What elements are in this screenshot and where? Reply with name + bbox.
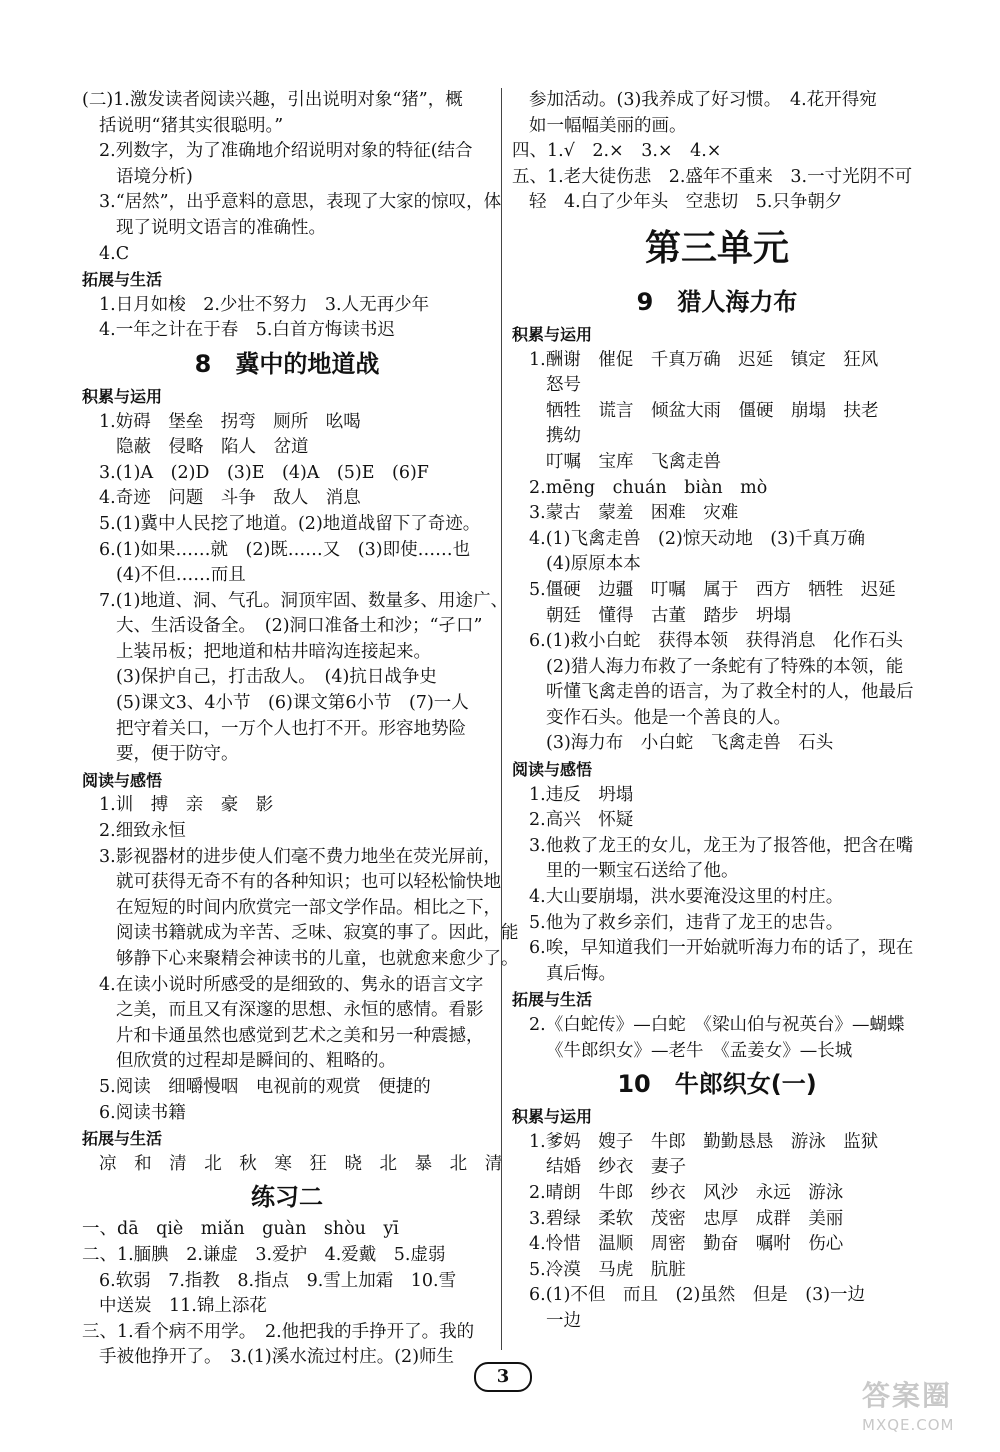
answer-line: 叮嘱 宝库 飞禽走兽 xyxy=(546,451,721,472)
answer-line: 变作石头。他是一个善良的人。 xyxy=(546,707,791,728)
answer-line: 3.影视器材的进步使人们毫不费力地坐在荧光屏前， xyxy=(99,846,501,867)
answer-line: 4.(1)飞禽走兽 (2)惊天动地 (3)千真万确 xyxy=(529,528,866,549)
answer-line: 真后悔。 xyxy=(546,963,616,984)
answer-line: 6.唉，早知道我们一开始就听海力布的话了，现在 xyxy=(529,938,914,959)
answer-line: 1.妨碍 堡垒 拐弯 厕所 吆喝 xyxy=(99,411,361,432)
answer-line: 5.僵硬 边疆 叮嘱 属于 西方 牺牲 迟延 xyxy=(529,579,896,600)
section-heading: 阅读与感悟 xyxy=(512,760,593,780)
lesson-title: 10 牛郎织女(一) xyxy=(617,1070,817,1099)
answer-line: 在短短的时间内欣赏完一部文学作品。相比之下， xyxy=(116,897,501,918)
answer-line: (4)不但……而且 xyxy=(116,565,246,586)
answer-line: 7.(1)地道、洞、气孔。洞顶牢固、数量多、用途广、 xyxy=(99,590,508,611)
answer-line: 里的一颗宝石送给了他。 xyxy=(546,861,739,882)
answer-line: 三、1.看个病不用学。 2.他把我的手挣开了。我的 xyxy=(82,1321,475,1342)
answer-line: 4.C xyxy=(99,243,130,264)
section-heading: 积累与运用 xyxy=(82,386,163,406)
answer-line: 3.“居然”，出乎意料的意思，表现了大家的惊叹，体 xyxy=(99,192,502,213)
answer-line: 手被他挣开了。 3.(1)溪水流过村庄。(2)师生 xyxy=(99,1347,455,1368)
answer-line: 一、dā qiè miǎn guàn shòu yī xyxy=(82,1219,399,1240)
answer-line: 携幼 xyxy=(546,426,581,447)
section-heading: 阅读与感悟 xyxy=(82,770,163,790)
left-column xyxy=(82,88,519,1371)
answer-line: 1.违反 坍塌 xyxy=(529,784,634,805)
page-number: 3 xyxy=(474,1362,532,1392)
answer-line: 2.高兴 怀疑 xyxy=(529,810,634,831)
answer-line: 凉 和 清 北 秋 寒 狂 晓 北 暴 北 清 xyxy=(99,1153,509,1174)
answer-line: 牺牲 谎言 倾盆大雨 僵硬 崩塌 扶老 xyxy=(546,400,879,421)
answer-line: 语境分析) xyxy=(116,166,193,187)
answer-line: 听懂飞禽走兽的语言，为了救全村的人，他最后 xyxy=(546,682,914,703)
answer-line: (5)课文3、4小节 (6)课文第6小节 (7)一人 xyxy=(116,693,469,714)
answer-line: (二)1.激发读者阅读兴趣，引出说明对象“猪”，概 xyxy=(82,90,463,110)
answer-line: 如一幅幅美丽的画。 xyxy=(529,115,687,136)
answer-line: 1.酬谢 催促 千真万确 迟延 镇定 狂风 xyxy=(529,349,879,370)
answer-line: (3)海力布 小白蛇 飞禽走兽 石头 xyxy=(546,733,834,754)
answer-line: (2)猎人海力布救了一条蛇有了特殊的本领，能 xyxy=(546,656,904,677)
answer-line: 把守着关口，一万个人也打不开。形容地势险 xyxy=(116,718,466,739)
answer-line: 轻 4.白了少年头 空悲切 5.只争朝夕 xyxy=(529,192,843,213)
answer-line: 4.一年之计在于春 5.白首方悔读书迟 xyxy=(99,320,395,341)
unit-title: 第三单元 xyxy=(644,227,789,269)
answer-line: 5.(1)冀中人民挖了地道。(2)地道战留下了奇迹。 xyxy=(99,513,481,534)
answer-line: 现了说明文语言的准确性。 xyxy=(116,217,326,238)
answer-line: 3.他救了龙王的女儿，龙王为了报答他，把含在嘴 xyxy=(529,835,914,856)
lesson-title: 8 冀中的地道战 xyxy=(194,349,380,378)
answer-line: 6.(1)如果……就 (2)既……又 (3)即使……也 xyxy=(99,539,471,560)
answer-line: 4.大山要崩塌，洪水要淹没这里的村庄。 xyxy=(529,887,844,908)
answer-line: 中送炭 11.锦上添花 xyxy=(99,1296,267,1317)
answer-line: 1.爹妈 嫂子 牛郎 勤勤恳恳 游泳 监狱 xyxy=(529,1131,879,1152)
answer-line: 3.蒙古 蒙羞 困难 灾难 xyxy=(529,503,739,524)
answer-line: 隐蔽 侵略 陷人 岔道 xyxy=(116,437,309,458)
answer-line: 之美，而且又有深邃的思想、永恒的感情。看影 xyxy=(116,1000,484,1021)
answer-line: 就可获得无奇不有的各种知识；也可以轻松愉快地 xyxy=(116,872,501,893)
answer-line: 括说明“猪其实很聪明。” xyxy=(99,115,284,136)
section-heading: 积累与运用 xyxy=(512,324,593,344)
answer-line: 6.(1)不但 而且 (2)虽然 但是 (3)一边 xyxy=(529,1285,866,1306)
answer-line: 阅读书籍就成为辛苦、乏味、寂寞的事了。因此，能 xyxy=(116,923,519,944)
answer-line: 2.列数字，为了准确地介绍说明对象的特征(结合 xyxy=(99,141,473,162)
answer-line: 四、1.√ 2.× 3.× 4.× xyxy=(512,141,722,162)
section-heading: 拓展与生活 xyxy=(82,270,163,290)
answer-line: 6.软弱 7.指教 8.指点 9.雪上加霜 10.雪 xyxy=(99,1270,457,1291)
answer-line: (4)原原本本 xyxy=(546,554,641,575)
answer-line: 怒号 xyxy=(546,375,581,396)
answer-line: 上装吊板；把地道和枯井暗沟连接起来。 xyxy=(116,641,431,662)
answer-line: 2.《白蛇传》—白蛇 《梁山伯与祝英台》—蝴蝶 xyxy=(529,1015,905,1035)
answer-line: 4.奇迹 问题 斗争 敌人 消息 xyxy=(99,488,361,509)
section-heading: 拓展与生活 xyxy=(82,1129,163,1149)
right-column xyxy=(512,88,922,1335)
answer-line: 2.晴朗 牛郎 纱衣 风沙 永远 游泳 xyxy=(529,1182,844,1203)
answer-line: 3.(1)A (2)D (3)E (4)A (5)E (6)F xyxy=(99,462,429,483)
lesson-title: 9 猎人海力布 xyxy=(636,287,798,316)
answer-line: 但欣赏的过程却是瞬间的、粗略的。 xyxy=(116,1051,396,1072)
answer-line: 3.碧绿 柔软 茂密 忠厚 成群 美丽 xyxy=(529,1208,844,1229)
answer-line: 结婚 纱衣 妻子 xyxy=(546,1157,686,1178)
answer-line: 参加活动。(3)我养成了好习惯。 4.花开得宛 xyxy=(529,90,877,110)
exercise-title: 练习二 xyxy=(251,1183,323,1212)
answer-line: 朝廷 懂得 古董 踏步 坍塌 xyxy=(546,605,791,626)
watermark-url: MXQE.COM xyxy=(862,1416,955,1434)
answer-line: 4.在读小说时所感受的是细致的、隽永的语言文字 xyxy=(99,974,484,995)
answer-line: 5.阅读 细嚼慢咽 电视前的观赏 便捷的 xyxy=(99,1076,431,1097)
watermark-logo xyxy=(862,1378,988,1446)
answer-line: 5.冷漠 马虎 肮脏 xyxy=(529,1259,686,1280)
answer-line: 片和卡通虽然也感觉到艺术之美和另一种震撼， xyxy=(116,1025,484,1046)
section-heading: 积累与运用 xyxy=(512,1107,593,1127)
answer-line: (3)保护自己，打击敌人。 (4)抗日战争史 xyxy=(116,667,437,688)
answer-line: 6.(1)救小白蛇 获得本领 获得消息 化作石头 xyxy=(529,631,903,652)
answer-line: 五、1.老大徒伤悲 2.盛年不重来 3.一寸光阴不可 xyxy=(512,166,913,187)
answer-line: 5.他为了救乡亲们，违背了龙王的忠告。 xyxy=(529,912,844,933)
section-heading: 拓展与生活 xyxy=(512,990,593,1010)
answer-line: 4.怜惜 温顺 周密 勤奋 嘱咐 伤心 xyxy=(529,1234,844,1255)
answer-line: 1.日月如梭 2.少壮不努力 3.人无再少年 xyxy=(99,294,430,315)
answer-line: 6.阅读书籍 xyxy=(99,1102,186,1123)
watermark-text: 答案圈 xyxy=(862,1379,953,1412)
answer-line: 《牛郎织女》—老牛 《孟姜女》—长城 xyxy=(546,1040,853,1061)
answer-line: 二、1.腼腆 2.谦虚 3.爱护 4.爱戴 5.虚弱 xyxy=(82,1244,446,1265)
answer-line: 够静下心来聚精会神读书的儿童，也就愈来愈少了。 xyxy=(116,949,519,969)
answer-line: 大、生活设备全。 (2)洞口准备土和沙；“孑口” xyxy=(116,616,483,637)
answer-line: 1.训 搏 亲 豪 影 xyxy=(99,795,274,816)
answer-line: 2.细致永恒 xyxy=(99,821,186,842)
answer-line: 2.mēng chuán biàn mò xyxy=(529,477,768,498)
answer-line: 要，便于防守。 xyxy=(116,744,239,765)
answer-line: 一边 xyxy=(546,1310,581,1331)
